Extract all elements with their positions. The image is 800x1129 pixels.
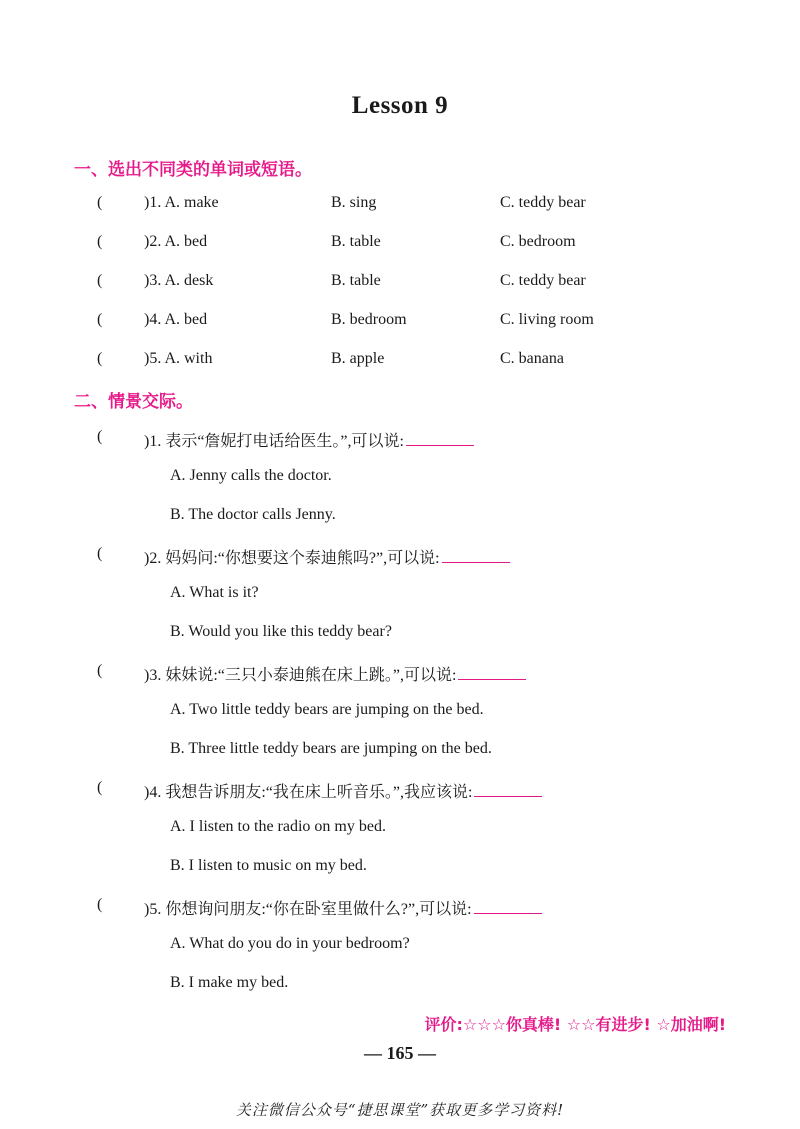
s2-q5-option-a — [0, 935, 800, 957]
option-a: )3. A. desk — [144, 272, 214, 289]
s2-q4-option-b — [0, 857, 800, 879]
answer-paren[interactable]: ( — [97, 428, 103, 445]
s2-q1-option-a — [0, 467, 800, 489]
option-a: )5. A. with — [144, 350, 213, 367]
s1-row-2 — [0, 233, 800, 255]
option-a: A. What do you do in your bedroom? — [170, 935, 410, 952]
answer-blank[interactable] — [442, 548, 510, 563]
s2-q2-option-a — [0, 584, 800, 606]
s2-question-3 — [0, 662, 800, 684]
page-number: — 165 — — [364, 1043, 436, 1063]
section1-heading: 一、选出不同类的单词或短语。 — [74, 160, 312, 180]
question-text-wrap — [144, 545, 510, 568]
option-b: B. I make my bed. — [170, 974, 289, 991]
option-a: A. What is it? — [170, 584, 259, 601]
answer-blank[interactable] — [474, 782, 542, 797]
option-a: )4. A. bed — [144, 311, 208, 328]
footer-note: 关注微信公众号“捷思课堂”获取更多学习资料! — [235, 1101, 565, 1119]
option-c: C. living room — [500, 311, 594, 328]
rating-line: 评价:☆☆☆你真棒! ☆☆有进步! ☆加油啊! — [424, 1015, 726, 1034]
question-text: )3. 妹妹说:“三只小泰迪熊在床上跳。”,可以说: — [144, 667, 457, 684]
option-c: C. teddy bear — [500, 272, 586, 289]
answer-blank[interactable] — [474, 899, 542, 914]
s2-q4-option-a — [0, 818, 800, 840]
s2-q2-option-b — [0, 623, 800, 645]
answer-blank[interactable] — [458, 665, 526, 680]
section2-heading: 二、情景交际。 — [74, 392, 193, 412]
s1-row-1 — [0, 194, 800, 216]
answer-paren[interactable]: ( — [97, 233, 103, 250]
option-b: B. apple — [331, 350, 385, 367]
option-b: B. Would you like this teddy bear? — [170, 623, 392, 640]
option-a: )2. A. bed — [144, 233, 208, 250]
question-text: )2. 妈妈问:“你想要这个泰迪熊吗?”,可以说: — [144, 550, 440, 567]
s1-row-4 — [0, 311, 800, 333]
option-b: B. bedroom — [331, 311, 407, 328]
s2-question-4 — [0, 779, 800, 801]
question-text-wrap — [144, 428, 474, 451]
answer-paren[interactable]: ( — [97, 311, 103, 328]
s2-question-2 — [0, 545, 800, 567]
answer-blank[interactable] — [406, 431, 474, 446]
option-c: C. bedroom — [500, 233, 576, 250]
s2-question-1 — [0, 428, 800, 450]
question-text: )1. 表示“詹妮打电话给医生。”,可以说: — [144, 433, 404, 450]
s2-q3-option-a — [0, 701, 800, 723]
option-c: C. teddy bear — [500, 194, 586, 211]
answer-paren[interactable]: ( — [97, 896, 103, 913]
answer-paren[interactable]: ( — [97, 545, 103, 562]
answer-paren[interactable]: ( — [97, 194, 103, 211]
question-text-wrap — [144, 779, 542, 802]
page-title: Lesson 9 — [351, 92, 449, 119]
s2-q5-option-b — [0, 974, 800, 996]
option-b: B. The doctor calls Jenny. — [170, 506, 336, 523]
s2-q3-option-b — [0, 740, 800, 762]
option-c: C. banana — [500, 350, 564, 367]
option-a: A. I listen to the radio on my bed. — [170, 818, 386, 835]
option-a: )1. A. make — [144, 194, 219, 211]
option-a: A. Two little teddy bears are jumping on the bed. — [170, 701, 484, 718]
s1-row-5 — [0, 350, 800, 372]
answer-paren[interactable]: ( — [97, 350, 103, 367]
option-b: B. I listen to music on my bed. — [170, 857, 367, 874]
s2-question-5 — [0, 896, 800, 918]
question-text: )5. 你想询问朋友:“你在卧室里做什么?”,可以说: — [144, 901, 472, 918]
question-text-wrap — [144, 662, 526, 685]
question-text: )4. 我想告诉朋友:“我在床上听音乐。”,我应该说: — [144, 784, 473, 801]
answer-paren[interactable]: ( — [97, 662, 103, 679]
option-b: B. sing — [331, 194, 377, 211]
s1-row-3 — [0, 272, 800, 294]
s2-q1-option-b — [0, 506, 800, 528]
answer-paren[interactable]: ( — [97, 272, 103, 289]
option-b: B. table — [331, 233, 381, 250]
answer-paren[interactable]: ( — [97, 779, 103, 796]
option-a: A. Jenny calls the doctor. — [170, 467, 332, 484]
question-text-wrap — [144, 896, 542, 919]
option-b: B. Three little teddy bears are jumping on the bed. — [170, 740, 492, 757]
option-b: B. table — [331, 272, 381, 289]
